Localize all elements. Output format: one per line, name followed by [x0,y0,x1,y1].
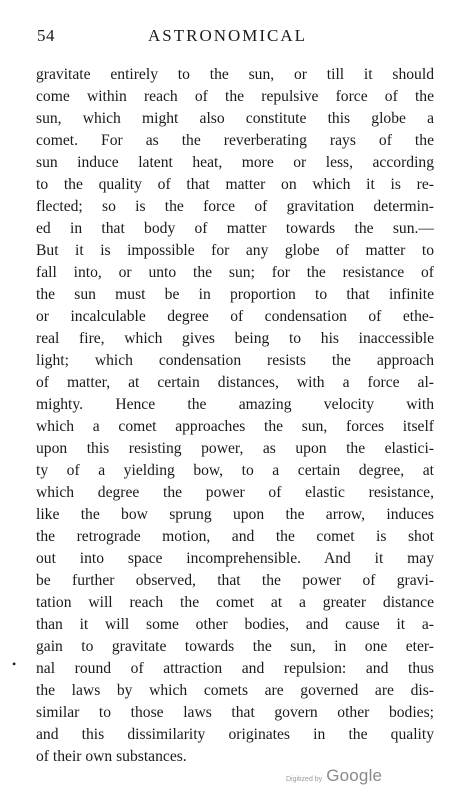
text-line: light; which condensation resists the approach [36,352,434,369]
text-line: ty of a yielding bow, to a certain degree, at [36,462,434,479]
text-line: be further observed, that the power of gravi- [36,572,434,589]
text-line: sun induce latent heat, more or less, according [36,154,434,171]
text-line: like the bow sprung upon the arrow, induces [36,506,434,523]
text-line: to the quality of that matter on which it is re- [36,176,434,193]
text-line: the laws by which comets are governed are dis- [36,682,434,699]
text-line: or incalculable degree of condensation of ethe- [36,308,434,325]
text-line: sun, which might also constitute this globe a [36,110,434,127]
body-text [36,64,434,768]
text-line: nal round of attraction and repulsion: and thus [36,660,434,677]
text-line: upon this resisting power, as upon the elastici- [36,440,434,457]
text-line: which a comet approaches the sun, forces itself [36,418,434,435]
text-line: fall into, or unto the sun; for the resistance of [36,264,434,281]
digitized-watermark [286,766,382,786]
text-line: come within reach of the repulsive force of the [36,88,434,105]
text-line: of their own substances. [36,748,187,765]
text-line: comet. For as the reverberating rays of the [36,132,434,149]
text-line: gain to gravitate towards the sun, in one eter- [36,638,434,655]
text-line: But it is impossible for any globe of matter to [36,242,434,259]
text-line: similar to those laws that govern other bodies; [36,704,434,721]
text-line: the retrograde motion, and the comet is shot [36,528,434,545]
text-line: which degree the power of elastic resistance, [36,484,434,501]
text-line: and this dissimilarity originates in the quality [36,726,434,743]
text-line: gravitate entirely to the sun, or till it should [36,66,434,83]
margin-dot-mark: • [12,657,17,671]
text-line: flected; so is the force of gravitation determin- [36,198,434,215]
running-head: ASTRONOMICAL [148,26,308,45]
text-line: real fire, which gives being to his inaccessible [36,330,434,347]
text-line: the sun must be in proportion to that infinite [36,286,434,303]
text-line: tation will reach the comet at a greater distance [36,594,434,611]
text-line: ed in that body of matter towards the sun.— [36,220,434,237]
text-line: out into space incomprehensible. And it may [36,550,434,567]
text-line: mighty. Hence the amazing velocity with [36,396,434,413]
text-line: of matter, at certain distances, with a force al- [36,374,434,391]
google-logo: Google [326,766,383,785]
watermark-prefix: Digitized by [286,776,323,783]
text-line: than it will some other bodies, and cause it a- [36,616,434,633]
page-number: 54 [37,26,55,45]
